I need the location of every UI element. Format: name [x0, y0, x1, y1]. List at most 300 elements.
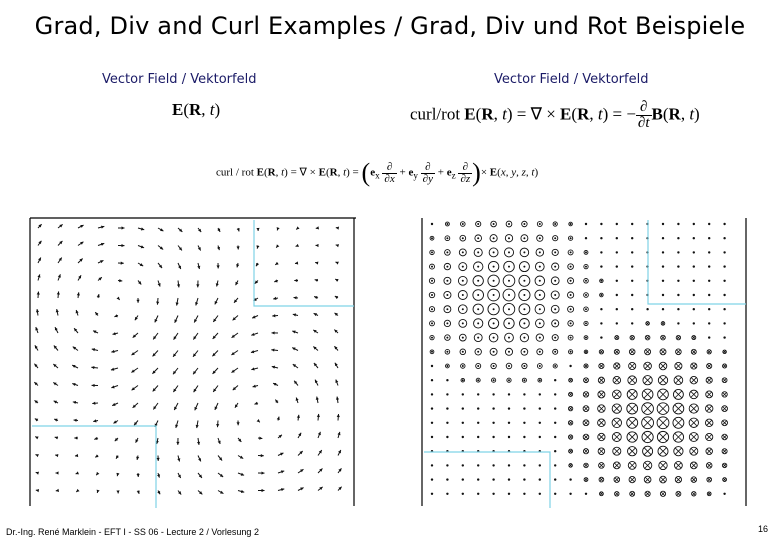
dot-symbol: [491, 221, 497, 227]
dot-symbol: [553, 349, 558, 354]
cross-symbol: [523, 464, 525, 466]
cross-symbol: [628, 447, 637, 456]
vector-arrow: [94, 437, 98, 440]
cross-symbol: [706, 433, 713, 440]
dot-symbol: [631, 237, 633, 239]
dot-symbol: [522, 363, 527, 368]
cross-symbol: [662, 280, 664, 282]
vector-arrow: [76, 310, 79, 315]
vector-arrow: [53, 364, 58, 368]
dot-symbol: [477, 436, 479, 438]
cross-symbol: [708, 265, 710, 267]
vector-arrow: [237, 228, 240, 231]
vector-arrow: [153, 403, 158, 409]
cross-symbol: [539, 464, 541, 466]
cross-symbol: [569, 378, 573, 382]
vector-arrow: [111, 385, 118, 388]
vector-arrow: [316, 397, 319, 403]
vector-arrow: [177, 281, 180, 288]
vector-arrow: [256, 263, 259, 266]
cross-symbol: [492, 478, 494, 480]
dot-symbol: [446, 478, 448, 480]
vector-arrow: [293, 313, 298, 316]
dot-symbol: [616, 294, 618, 296]
dot-symbol: [520, 333, 528, 341]
cross-symbol: [675, 362, 682, 369]
vector-arrow: [92, 348, 98, 351]
vector-arrow: [97, 294, 100, 298]
dot-symbol: [568, 335, 573, 340]
cross-symbol: [630, 335, 634, 339]
cross-symbol: [708, 223, 710, 225]
cross-symbol: [673, 417, 684, 428]
vector-arrow: [337, 432, 340, 438]
dot-symbol: [569, 222, 573, 226]
dot-symbol: [492, 422, 494, 424]
vector-arrow: [194, 403, 198, 410]
dot-symbol: [431, 365, 433, 367]
vector-arrow: [156, 298, 159, 305]
cross-symbol: [705, 405, 712, 412]
dot-symbol: [631, 280, 633, 282]
cross-symbol: [584, 478, 588, 482]
dot-symbol: [431, 478, 433, 480]
dot-symbol: [551, 305, 559, 313]
guide-line-upper: [254, 220, 354, 306]
dot-symbol: [489, 318, 499, 328]
cross-symbol: [554, 478, 556, 480]
dot-symbol: [584, 307, 589, 312]
cross-symbol: [615, 336, 619, 340]
vector-arrow: [218, 473, 223, 477]
dot-symbol: [523, 422, 525, 424]
vector-arrow: [98, 243, 104, 246]
cross-symbol: [690, 462, 697, 469]
vector-arrow: [318, 432, 321, 438]
cross-symbol: [658, 376, 667, 385]
cross-symbol: [539, 478, 541, 480]
dot-symbol: [584, 321, 588, 325]
cross-symbol: [723, 350, 727, 354]
vector-arrow: [238, 456, 243, 459]
vector-arrow: [78, 258, 83, 263]
curl-field-plot: [420, 214, 750, 510]
cross-symbol: [708, 308, 710, 310]
dot-symbol: [508, 393, 510, 395]
vector-arrow: [174, 333, 178, 340]
vector-arrow: [76, 471, 79, 474]
vector-arrow: [198, 491, 202, 495]
cross-symbol: [691, 477, 697, 483]
dot-symbol: [538, 378, 542, 382]
cross-symbol: [674, 376, 683, 385]
dot-symbol: [477, 422, 479, 424]
dot-symbol: [616, 265, 618, 267]
dot-symbol: [476, 221, 481, 226]
vector-arrow: [116, 490, 119, 493]
vector-arrow: [335, 279, 338, 282]
dot-symbol: [521, 348, 528, 355]
dot-symbol: [616, 280, 618, 282]
cross-symbol: [613, 376, 621, 384]
cross-symbol: [674, 461, 682, 469]
vector-arrow: [216, 263, 219, 268]
dot-symbol: [584, 293, 589, 298]
cross-symbol: [614, 349, 619, 354]
dot-symbol: [584, 278, 589, 283]
vector-arrow: [277, 227, 280, 230]
vector-arrow: [318, 468, 322, 473]
dot-symbol: [662, 251, 664, 253]
cross-symbol: [645, 491, 650, 496]
cross-symbol: [708, 251, 710, 253]
dot-symbol: [492, 436, 494, 438]
dot-symbol: [492, 407, 494, 409]
cross-symbol: [707, 492, 711, 496]
dot-symbol: [462, 393, 464, 395]
vector-arrow: [295, 261, 298, 264]
dot-symbol: [474, 248, 482, 256]
cross-symbol: [662, 308, 664, 310]
cross-symbol: [722, 378, 727, 383]
cross-symbol: [676, 491, 681, 496]
vector-arrow: [296, 244, 299, 247]
cross-symbol: [706, 377, 712, 383]
dot-symbol: [473, 290, 484, 301]
cross-symbol: [723, 251, 725, 253]
dot-symbol: [552, 320, 559, 327]
cross-symbol: [691, 349, 696, 354]
vector-arrow: [118, 244, 124, 247]
vector-arrow: [338, 487, 342, 491]
vector-arrow: [56, 489, 59, 492]
vector-arrow: [178, 228, 182, 232]
cross-symbol: [554, 436, 556, 438]
dot-symbol: [552, 335, 558, 341]
dot-symbol: [522, 378, 526, 382]
vector-arrow: [36, 489, 39, 492]
vector-arrow: [216, 281, 219, 287]
cross-symbol: [628, 461, 636, 469]
cross-symbol: [708, 237, 710, 239]
cross-symbol: [661, 322, 665, 326]
dot-symbol: [475, 235, 482, 242]
vector-arrows: [34, 224, 341, 494]
cross-symbol: [707, 350, 711, 354]
vector-arrow: [157, 491, 160, 495]
cross-symbol: [708, 294, 710, 296]
vector-arrow: [133, 403, 138, 408]
dot-symbol: [508, 407, 510, 409]
vector-arrow: [298, 488, 304, 491]
vector-arrow: [98, 260, 103, 263]
cross-symbol: [677, 322, 679, 324]
cross-symbol: [616, 322, 618, 324]
vector-arrow: [215, 403, 218, 410]
vector-arrow: [251, 333, 258, 336]
vector-arrow: [98, 226, 104, 229]
vector-arrow: [198, 228, 201, 232]
cross-symbol: [658, 446, 668, 456]
vector-arrow: [193, 333, 198, 340]
dot-symbol: [568, 264, 574, 270]
cross-symbol: [612, 390, 621, 399]
vector-arrow: [313, 330, 318, 333]
vector-arrow: [216, 421, 219, 428]
dot-symbol: [616, 223, 618, 225]
dot-symbol: [521, 235, 528, 242]
dot-symbol: [430, 264, 435, 269]
dot-symbol: [446, 407, 448, 409]
cross-symbol: [629, 349, 635, 355]
cross-symbol: [693, 322, 695, 324]
dot-symbol: [462, 478, 464, 480]
dot-symbol: [519, 262, 529, 272]
vector-arrow: [298, 433, 301, 438]
cross-symbol: [584, 364, 588, 368]
cross-symbol: [583, 406, 589, 412]
dot-symbol: [569, 365, 571, 367]
vector-arrow: [138, 263, 143, 266]
vector-arrow: [294, 381, 298, 386]
cross-symbol: [673, 432, 683, 442]
cross-symbol: [523, 436, 525, 438]
left-field-label: Vector Field / Vektorfeld: [102, 72, 257, 87]
cross-symbol: [598, 419, 606, 427]
cross-symbol: [508, 478, 510, 480]
vector-arrow: [35, 437, 38, 440]
vector-arrow: [158, 263, 162, 268]
cross-symbol: [598, 377, 604, 383]
dot-symbol: [539, 393, 541, 395]
cross-symbol: [707, 363, 712, 368]
cross-symbol: [643, 376, 652, 385]
left-equation: E(R, t): [172, 100, 221, 119]
cross-symbol: [662, 265, 664, 267]
vector-arrow: [271, 348, 278, 351]
vector-arrow: [212, 351, 218, 357]
dot-symbol: [616, 237, 618, 239]
vector-arrow: [334, 330, 338, 333]
dot-symbol: [508, 436, 510, 438]
dot-symbol: [508, 422, 510, 424]
cross-symbol: [583, 392, 588, 397]
dot-symbol: [552, 263, 559, 270]
dot-symbol: [568, 321, 574, 327]
dot-symbol: [444, 291, 451, 298]
dot-symbol: [519, 289, 530, 300]
vector-arrow: [95, 454, 98, 457]
dot-symbol: [490, 348, 497, 355]
cross-symbol: [659, 362, 667, 370]
vector-arrow: [97, 490, 100, 493]
cross-symbol: [691, 363, 697, 369]
dot-symbol: [520, 248, 529, 257]
dot-symbol: [662, 237, 664, 239]
cross-symbol: [554, 422, 556, 424]
vector-arrow: [194, 316, 198, 323]
dot-symbol: [488, 289, 500, 301]
vector-arrow: [93, 330, 98, 333]
dot-symbol: [462, 493, 464, 495]
dot-symbol: [553, 236, 558, 241]
vector-arrow: [272, 331, 278, 334]
dot-symbol: [462, 422, 464, 424]
cross-symbol: [676, 335, 680, 339]
vector-arrow: [198, 246, 201, 251]
vector-arrow: [218, 456, 222, 461]
vector-arrow: [251, 367, 258, 370]
vector-arrow: [177, 456, 180, 462]
dot-symbol: [476, 363, 481, 368]
dot-symbol: [503, 275, 515, 287]
vector-arrow: [315, 380, 318, 386]
cross-symbol: [723, 265, 725, 267]
dot-symbol: [535, 290, 545, 300]
vector-arrow: [335, 262, 338, 265]
vector-arrow: [174, 316, 178, 323]
cross-symbol: [599, 477, 604, 482]
cross-symbol: [645, 349, 651, 355]
cross-symbol: [584, 463, 589, 468]
vector-arrow: [235, 403, 238, 408]
vector-arrow: [136, 456, 139, 460]
cross-symbol: [628, 376, 637, 385]
cross-symbol: [627, 403, 638, 414]
vector-arrow: [314, 296, 318, 299]
vector-arrow: [92, 402, 98, 405]
vector-arrow: [218, 491, 223, 494]
vector-arrow: [115, 438, 118, 441]
vector-arrow: [152, 368, 158, 374]
cross-symbol: [492, 493, 494, 495]
vector-arrow: [55, 327, 58, 333]
cross-symbol: [583, 449, 588, 454]
vector-arrow: [113, 332, 118, 335]
cross-symbol: [673, 403, 684, 414]
dot-symbol: [477, 393, 479, 395]
vector-arrow: [335, 296, 338, 299]
dot-symbol: [444, 263, 450, 269]
cross-symbol: [660, 491, 665, 496]
dot-symbol: [444, 277, 451, 284]
vector-arrow: [73, 347, 78, 351]
vector-arrow: [213, 386, 218, 392]
cross-symbol: [569, 464, 573, 468]
dot-symbol: [477, 464, 479, 466]
vector-arrow: [294, 279, 298, 282]
cross-symbol: [554, 450, 556, 452]
dot-symbol: [537, 364, 542, 369]
vector-arrow: [138, 281, 141, 285]
dot-symbol: [677, 223, 679, 225]
dot-symbol: [552, 249, 558, 255]
dot-symbol: [600, 308, 602, 310]
cross-symbol: [675, 476, 681, 482]
cross-symbol: [676, 349, 682, 355]
cross-symbol: [569, 478, 571, 480]
dot-symbol: [568, 278, 574, 284]
vector-arrow: [255, 280, 258, 283]
vector-arrow: [293, 364, 298, 368]
cross-symbol: [584, 378, 589, 383]
dot-symbol: [585, 223, 587, 225]
vector-arrow: [198, 456, 201, 462]
cross-symbol: [722, 420, 728, 426]
dot-symbol: [523, 407, 525, 409]
cross-symbol: [614, 363, 620, 369]
cross-symbol: [707, 477, 712, 482]
vector-arrow: [178, 491, 181, 495]
cross-symbol: [660, 476, 667, 483]
vector-arrow: [231, 368, 238, 373]
cross-symbol: [646, 308, 648, 310]
cross-symbol: [644, 476, 651, 483]
dot-symbol: [631, 251, 633, 253]
vector-arrow: [54, 419, 58, 422]
vector-arrow: [253, 385, 258, 388]
cross-symbol: [693, 223, 695, 225]
cross-symbol: [539, 422, 541, 424]
vector-arrow: [34, 382, 38, 385]
curl-symbols: [429, 221, 727, 496]
cross-symbol: [508, 464, 510, 466]
vector-arrow: [316, 244, 319, 247]
dot-symbol: [429, 292, 434, 297]
cross-symbol: [612, 418, 621, 427]
dot-symbol: [473, 276, 483, 286]
cross-symbol: [689, 433, 698, 442]
dot-symbol: [536, 249, 544, 257]
cross-symbol: [674, 447, 683, 456]
vector-arrow: [315, 279, 318, 282]
dot-symbol: [504, 261, 515, 272]
cross-symbol: [689, 404, 698, 413]
vector-arrow: [35, 419, 38, 422]
vector-arrow: [315, 261, 318, 264]
vector-arrow: [178, 263, 181, 269]
dot-symbol: [461, 364, 465, 368]
vector-arrow: [153, 386, 158, 392]
cross-symbol: [689, 418, 698, 427]
dot-symbol: [568, 250, 573, 255]
dot-symbol: [459, 319, 467, 327]
dot-symbol: [473, 304, 483, 314]
vector-arrow: [75, 454, 78, 457]
vector-arrow: [278, 435, 282, 438]
dot-symbol: [475, 349, 481, 355]
dot-symbol: [505, 333, 514, 342]
vector-arrow: [236, 281, 239, 286]
cross-symbol: [677, 280, 679, 282]
vector-arrow: [194, 386, 198, 393]
dot-symbol: [446, 379, 448, 381]
dot-symbol: [553, 364, 557, 368]
cross-symbol: [642, 431, 653, 442]
vector-arrow: [76, 489, 79, 492]
cross-symbol: [612, 432, 621, 441]
cross-symbol: [690, 390, 699, 399]
vector-arrow: [78, 275, 81, 280]
cross-symbol: [477, 493, 479, 495]
cross-symbol: [723, 237, 725, 239]
dot-symbol: [445, 349, 450, 354]
vector-arrow: [136, 473, 139, 477]
vector-arrow: [138, 245, 144, 248]
cross-symbol: [642, 403, 654, 415]
cross-symbol: [723, 493, 725, 495]
cross-symbol: [677, 308, 679, 310]
